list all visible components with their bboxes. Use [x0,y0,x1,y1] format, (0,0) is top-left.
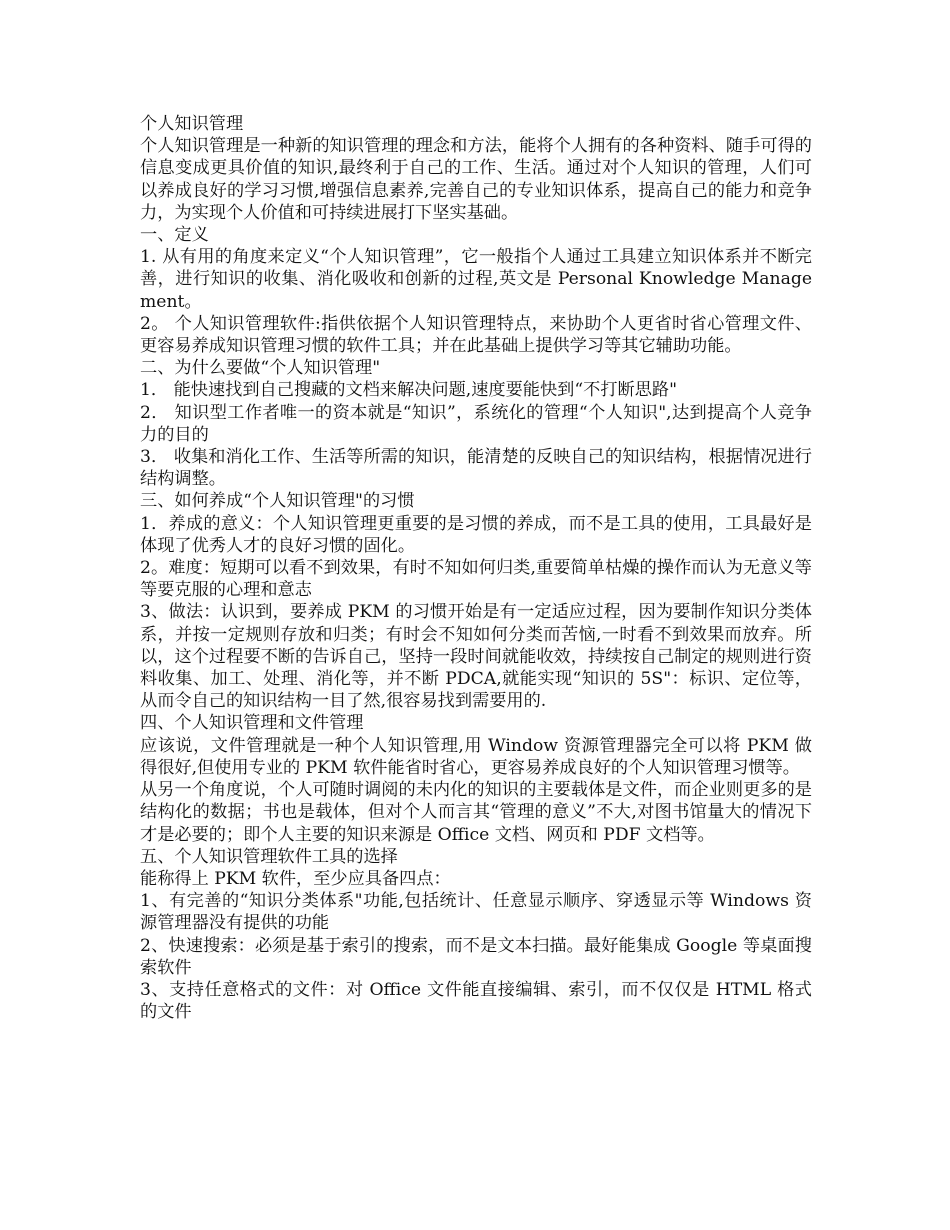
section-heading-why: 二、为什么要做“个人知识管理" [140,358,381,379]
paragraph: 2。难度：短期可以看不到效果，有时不知如何归类,重要简单枯燥的操作而认为无意义等等要克服的心理和意志 [140,558,812,601]
paragraph: 1、有完善的“知识分类体系"功能,包括统计、任意显示顺序、穿透显示等 Windows 资源管理器没有提供的功能 [140,891,812,934]
paragraph: 应该说，文件管理就是一种个人知识管理,用 Window 资源管理器完全可以将 PKM 做得很好,但使用专业的 PKM 软件能省时省心，更容易养成良好的个人知识管理习惯等。 [140,735,812,778]
paragraph: 1． 能快速找到自己搜藏的文档来解决问题,速度要能快到“不打断思路" [140,380,677,401]
section-heading-tool-selection: 五、个人知识管理软件工具的选择 [140,846,398,867]
section-heading-file-management: 四、个人知识管理和文件管理 [140,713,364,734]
paragraph: 3． 收集和消化工作、生活等所需的知识，能清楚的反映自己的知识结构，根据情况进行结构调整。 [140,447,812,490]
section-heading-definition: 一、定义 [140,225,209,246]
paragraph: 1．养成的意义：个人知识管理更重要的是习惯的养成，而不是工具的使用，工具最好是体现了优秀人才的良好习惯的固化。 [140,513,812,556]
paragraph: 2。 个人知识管理软件:指供依据个人知识管理特点，来协助个人更省时省心管理文件、更容易养成知识管理习惯的软件工具；并在此基础上提供学习等其它辅助功能。 [140,313,812,357]
document-title: 个人知识管理 [140,114,244,134]
paragraph: 1. 从有用的角度来定义“个人知识管理”，它一般指个人通过工具建立知识体系并不断完善，进行知识的收集、消化吸收和创新的过程,英文是 Personal Knowledge Management。 [140,247,812,312]
paragraph: 3、支持任意格式的文件：对 Office 文件能直接编辑、索引，而不仅仅是 HTML 格式的文件 [140,979,812,1023]
paragraph: 从另一个角度说，个人可随时调阅的未内化的知识的主要载体是文件，而企业则更多的是结构化的数据；书也是载体，但对个人而言其“管理的意义”不大,对图书馆量大的情况下才是必要的；即个人主要的知识来源是 Office 文档、网页和 PDF 文档等。 [140,780,812,845]
paragraph: 3、做法：认识到，要养成 PKM 的习惯开始是有一定适应过程，因为要制作知识分类体系，并按一定规则存放和归类；有时会不知如何分类而苦恼,一时看不到效果而放弃。所以，这个过程要不断的告诉自己，坚持一段时间就能收效，持续按自己制定的规则进行资料收集、加工、处理、消化等，并不断 PDCA,就能实现“知识的 5S"：标识、定位等，从而令自己的知识结构一目了然,很容易找到需要用的. [140,602,812,712]
paragraph: 能称得上 PKM 软件，至少应具备四点： [140,868,451,889]
section-heading-habit: 三、如何养成“个人知识管理"的习惯 [140,491,415,512]
intro-paragraph: 个人知识管理是一种新的知识管理的理念和方法，能将个人拥有的各种资料、随手可得的信息变成更具价值的知识,最终利于自己的工作、生活。通过对个人知识的管理，人们可以养成良好的学习习惯,增强信息素养,完善自己的专业知识体系，提高自己的能力和竞争力，为实现个人价值和可持续进展打下坚实基础。 [140,136,812,223]
document-body [140,113,812,1023]
paragraph: 2、快速搜索：必须是基于索引的搜索，而不是文本扫描。最好能集成 Google 等桌面搜索软件 [140,935,812,978]
paragraph: 2． 知识型工作者唯一的资本就是“知识”，系统化的管理“个人知识",达到提高个人竞争力的目的 [140,402,812,445]
